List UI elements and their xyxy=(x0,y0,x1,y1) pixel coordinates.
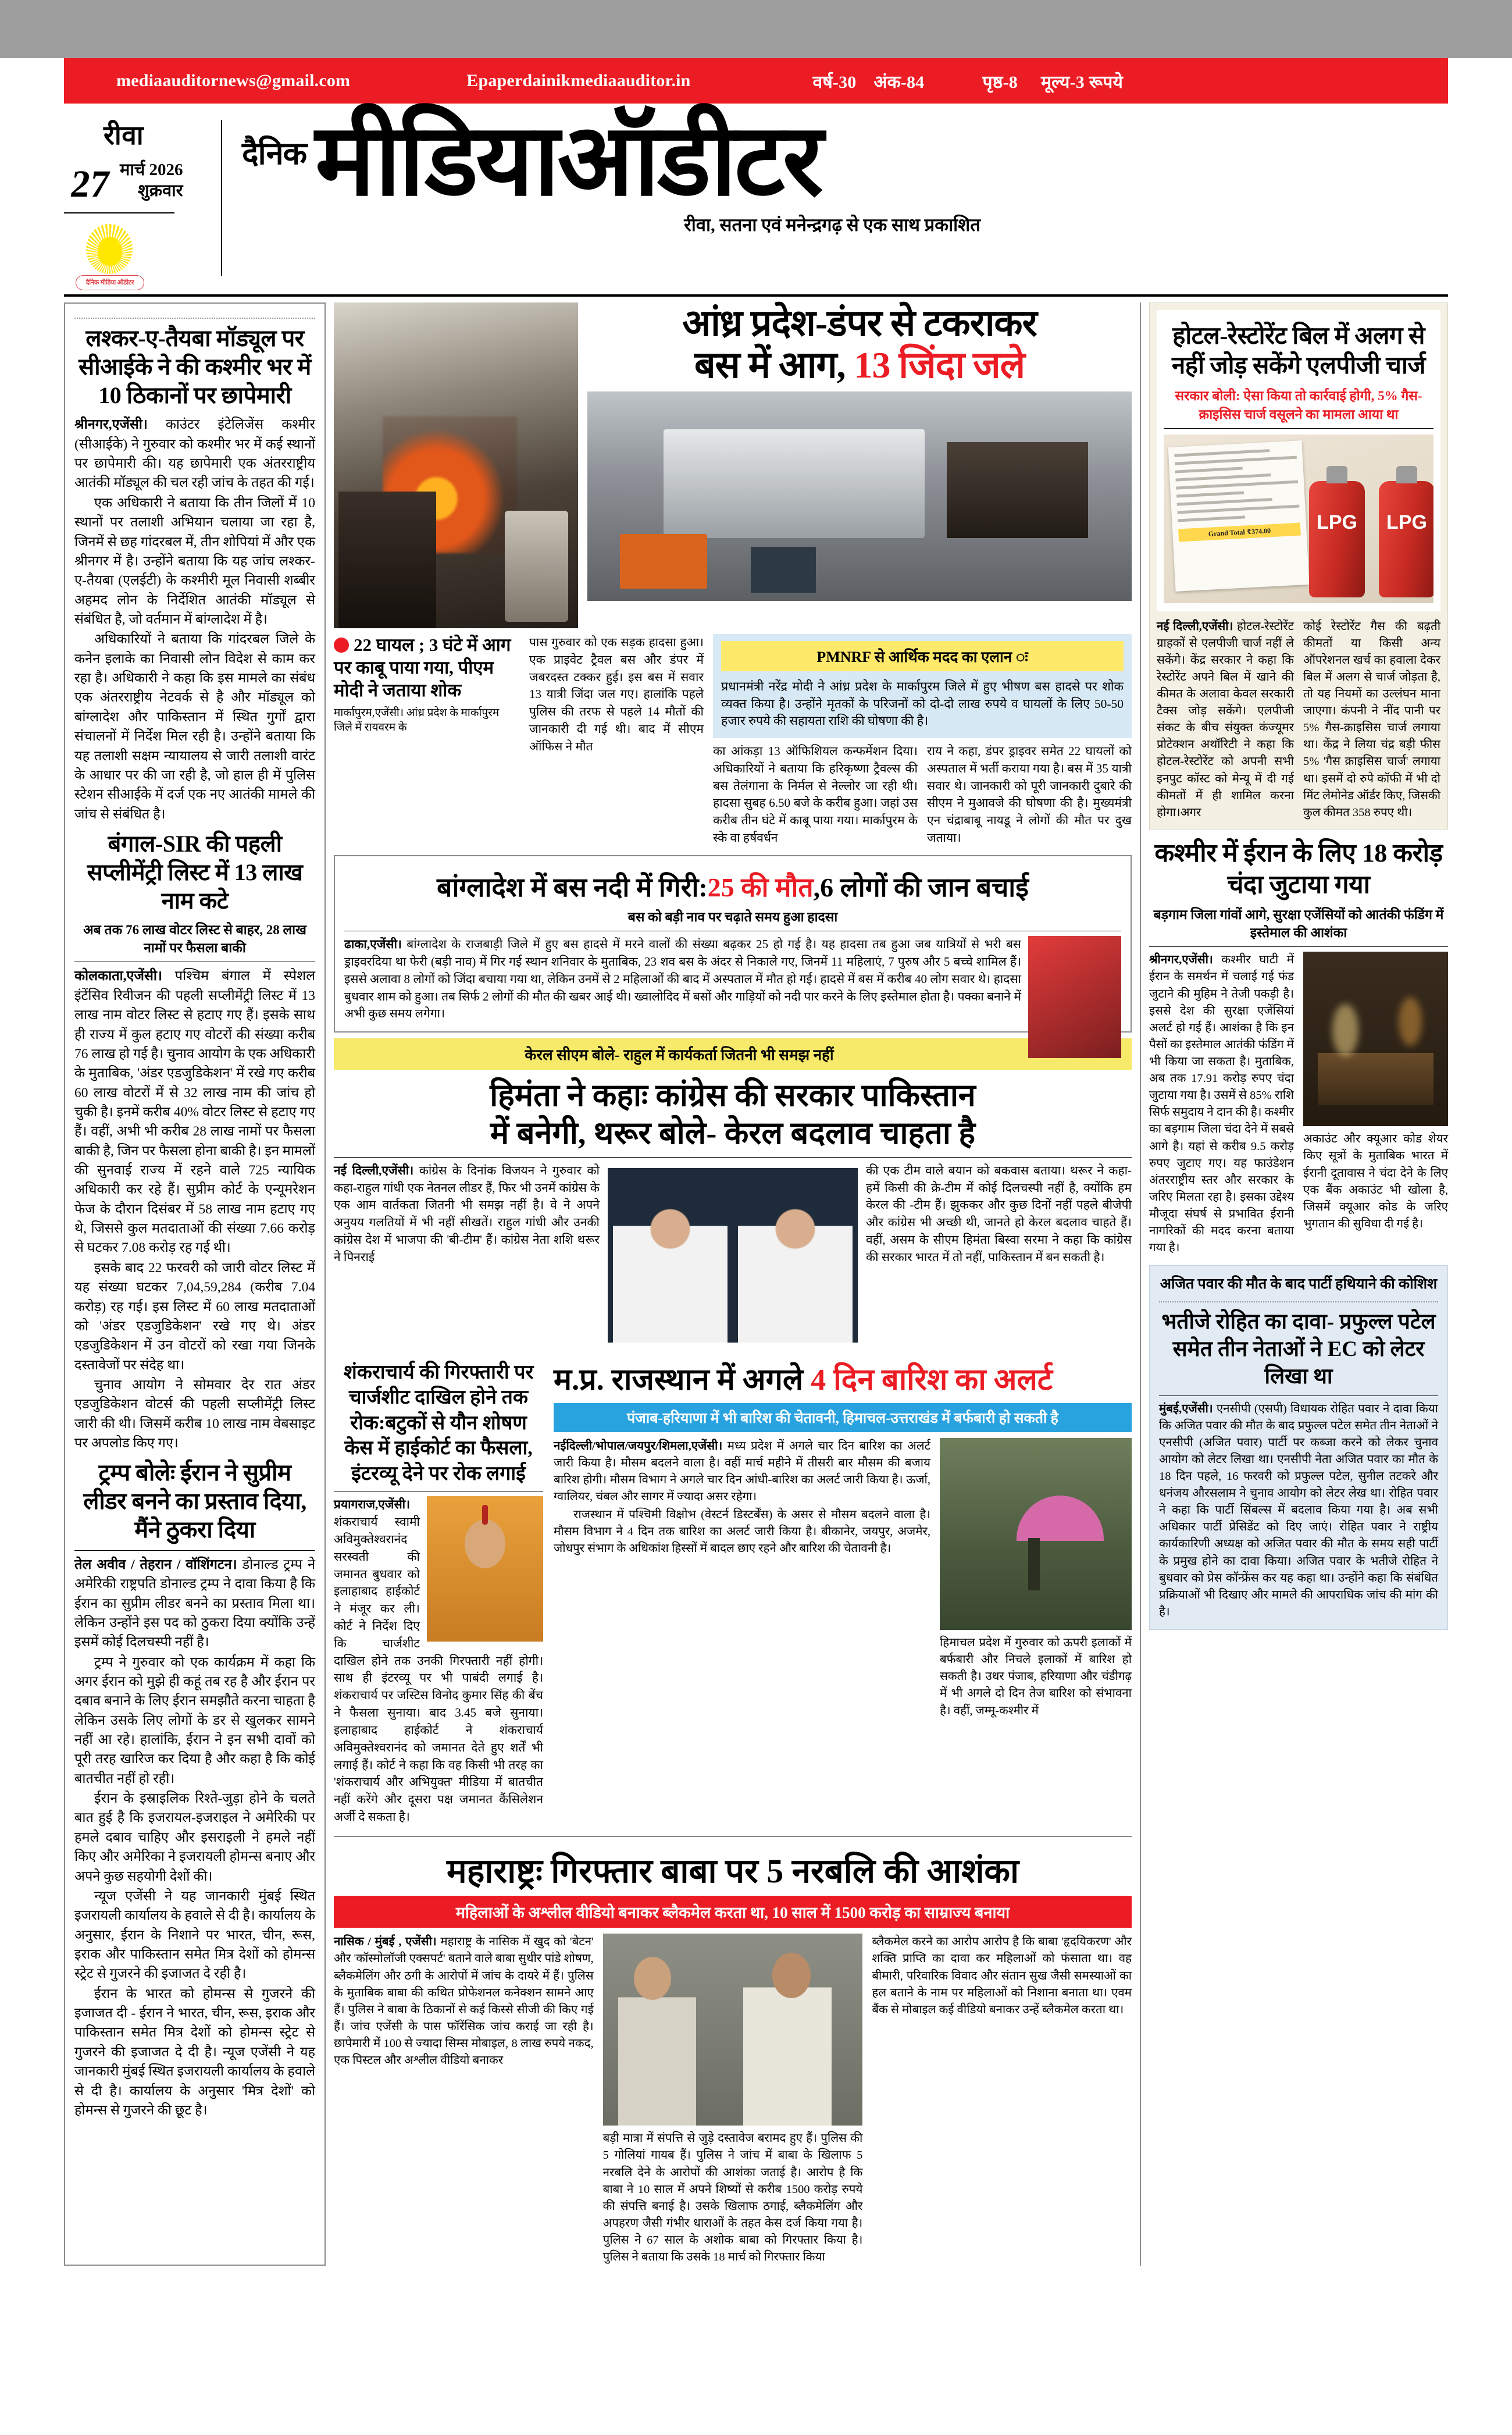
article-dateline: श्रीनगर,एजेंसी। xyxy=(1149,953,1213,967)
newspaper-title: मीडियाऑडीटर xyxy=(315,104,821,216)
article-subhead: अजित पवार की मौत के बाद पार्टी हथियाने की कोशिश xyxy=(1160,1276,1438,1293)
issue-label: अंक-84 xyxy=(873,72,925,92)
article-dateline: श्रीनगर,एजेंसी। xyxy=(74,417,148,433)
volume-label: वर्ष-30 xyxy=(812,72,857,92)
article-bengal-sir xyxy=(74,830,315,1453)
lead-photo-fire-scene xyxy=(334,302,578,628)
article-body xyxy=(74,415,315,824)
contact-email: mediaauditornews@gmail.com xyxy=(116,71,351,90)
article-lashkar-raid xyxy=(74,325,315,824)
article-subhead: अब तक 76 लाख वोटर लिस्ट से बाहर, 28 लाख नामों पर फैसला बाकी xyxy=(83,923,306,956)
story-banner: महिलाओं के अश्लील वीडियो बनाकर ब्लैकमेल करता था, 10 साल में 1500 करोड़ का साम्राज्य बनाया xyxy=(334,1896,1132,1928)
article-rule xyxy=(334,1157,1132,1158)
iran-gathering-photo xyxy=(1303,952,1448,1126)
article-headline: बंगाल-SIR की पहली सप्लीमेंट्री लिस्ट में 13 लाख नाम कटे xyxy=(87,830,303,914)
right-column xyxy=(1140,302,1448,2266)
lpg-cylinder-icon: LPG xyxy=(1379,481,1433,597)
lead-headline-line1: आंध्र प्रदेश-डंपर से टकराकर xyxy=(682,302,1037,344)
masthead-title-block xyxy=(222,104,1448,291)
newspaper-front-page xyxy=(0,58,1512,2435)
headline-part-black: बांग्लादेश में बस नदी में गिरी: xyxy=(437,872,708,902)
article-headline: शंकराचार्य की गिरफ्तारी पर चार्जशीट दाखिल होने तक रोक:बटुकों से यौन शोषण केस में हाईकोर्ट का फैसला, इंटरव्यू देने पर रोक लगाई xyxy=(343,1361,534,1485)
article-trump-iran xyxy=(74,1459,315,2120)
article-rule xyxy=(74,1550,315,1551)
lpg-cylinder-icon: LPG xyxy=(1309,481,1365,597)
bangladesh-bus-photo xyxy=(1028,936,1121,1058)
article-paragraph: काउंटर इंटेलिजेंस कश्मीर (सीआईके) ने गुरुवार को कश्मीर भर में कई स्थानों पर छापेमारी की। यह छापेमारी एक अंतरराष्ट्रीय आतंकी मॉड्यूल की चल रही जांच के तहत की गई। xyxy=(74,417,316,491)
article-dateline: नासिक / मुंबई , एजेंसी। xyxy=(334,1935,437,1949)
weather-alert-story xyxy=(554,1355,1132,1827)
article-headline: महाराष्ट्रः गिरफ्तार बाबा पर 5 नरबलि की आशंका xyxy=(447,1852,1019,1890)
date-day: 27 xyxy=(67,163,113,206)
article-paragraph: अकाउंट और क्यूआर कोड शेयर किए सूत्रों के मुताबिक भारत में ईरानी दूतावास ने चंदा देने के लिए एक बैंक अकाउंट भी खोला है, जिसमें क्यूआर कोड के जरिए भुगतान की सुविधा दी गई है। xyxy=(1303,1133,1448,1230)
article-paragraph: ईरान के भारत को होमन्स से गुजरने की इजाजत दी - ईरान ने भारत, चीन, रूस, इराक और पाकिस्तान समेत मित्र देशों को होमन्स स्ट्रेट से गुजरने की इजाजत दे दी है। न्यूज एजेंसी ने यह जानकारी मुंबई स्थित इजरायली कार्यालय के हवाले से दी है। कार्यालय के अनुसार 'मित्र देशों' को होमन्स से गुजरने की छूट है। xyxy=(74,1986,315,2118)
article-paragraph: महाराष्ट्र के नासिक में खुद को 'बेटन' और 'कॉस्मोलॉजी एक्सपर्ट' बताने वाले बाबा सुधीर पांडे शोषण, ब्लैकमेलिंग और ठगी के आरोपों में जांच के दायरे में हैं। पुलिस के मुताबिक बाबा की कथित प्रोफेशनल कनेक्शन सामने आए हैं। पुलिस ने बाबा के ठिकानों से कई किस्से सीजी की किए गई हैं। जांच एजेंसी के पास फॉरेंसिक जांच कराई जा रही है। छापेमारी में 100 से ज्यादा सिम्स मोबाइल, 8 लाख रुपये नकद, एक पिस्टल और अश्लील वीडियो बनाकर xyxy=(334,1935,594,2067)
article-subhead: बड़गाम जिला गांवों आगे, सुरक्षा एजेंसियों को आतंकी फंडिंग में इस्तेमाल की आशंका xyxy=(1153,907,1444,941)
article-subhead: बस को बड़ी नाव पर चढ़ाते समय हुआ हादसा xyxy=(627,910,838,925)
sun-icon xyxy=(86,224,133,274)
article-headline: लश्कर-ए-तैयबा मॉड्यूल पर सीआईके ने की कश्मीर भर में 10 ठिकानों पर छापेमारी xyxy=(79,325,311,408)
article-paragraph: एक अधिकारी ने बताया कि तीन जिलों में 10 स्थानों पर तलाशी अभियान चलाया जा रहा है, जिनमें से छह गांदरबल में, तीन शोपियां में और एक श्रीनगर में है। उन्होंने बताया कि यह जांच लश्कर-ए-तैयबा (एलईटी) के कश्मीरी मूल निवासी शब्बीर अहमद लोन के निर्देशित आतंकी मॉड्यूल से संबंधित है, जो वर्तमान में बांग्लादेश में है। xyxy=(74,495,315,627)
article-paragraph: ब्लैकमेल करने का आरोप आरोप है कि बाबा 'हृदयिकरण' और शक्ति प्राप्ति का दावा कर महिलाओं को फंसाता था। वह बीमारी, परिवारिक विवाद और संतान सुख जैसी समस्याओं का हल बताने के नाम पर महिलाओं को निशाना बनाता था। एवम बैंक से मोबाइल कई वीडियो बनाकर उन्हें ब्लैकमेल करता था। xyxy=(872,1935,1132,2016)
price-label: मूल्य-3 रूपये xyxy=(1040,72,1124,92)
article-paragraph: न्यूज एजेंसी ने यह जानकारी मुंबई स्थित इजरायली कार्यालय के हवाले से दी है। कार्यालय के अनुसार, ईरान के निशाने पर भारत, चीन, रूस, इराक और पाकिस्तान समेत मित्र देशों को होमन्स स्ट्रेट से गुजरने की इजाजत दे रही है। xyxy=(74,1888,315,1982)
epaper-website[interactable]: Epaperdainikmediaauditor.in xyxy=(466,71,691,90)
masthead-divider-rule xyxy=(64,212,174,213)
headline-part-red: 25 की मौत xyxy=(707,872,814,902)
shankaracharya-story xyxy=(334,1355,543,1827)
lead-story xyxy=(334,302,1132,847)
article-paragraph: ईरान के इस्राइलिक रिश्ते-जुड़ा होने के चलते बात हुई है कि इजरायल-इजराइल ने अमेरिकी पर हमले दबाव चाहिए और इसराइली ने हमले नहीं किए और अमेरिका ने इजरायली होमन्स बनाए और अपने कुछ सहयोगी देशों की। xyxy=(74,1791,315,1884)
lpg-charge-story xyxy=(1149,302,1448,830)
pmnrf-text: प्रधानमंत्री नरेंद्र मोदी ने आंध्र प्रदेश के मार्कापुरम जिले में हुए भीषण बस हादसे पर शोक व्यक्त किया है। उन्होंने मृतकों के परिजनों को दो-दो लाख रुपये व घायलों के लिए 50-50 हजार रुपये की सहायता राशि की घोषणा की है। xyxy=(721,679,1124,728)
article-paragraph: इसके बाद 22 फरवरी को जारी वोटर लिस्ट में यह संख्या घटकर 7,04,59,284 (करीब 7.04 करोड़) रह गई। इस लिस्ट में 60 लाख मतदाताओं को 'अंडर एडजुडिकेशन' रखे गए थे। अंडर एडजुडिकेशन में उन वोटरों को रखा गया जिनके दस्तावेजों पर संदेह था। xyxy=(74,1260,315,1373)
lead-col-text: का आंकड़ा 13 ऑफिशियल कन्फर्मेशन दिया। अधिकारियों ने बताया कि हरिकृष्णा ट्रैवल्स की बस तेलंगाना के निर्मल से नेल्लोर जा रही थी। हादसा सुबह 6.50 बजे के करीब हुआ। जहां उस करीब तीन घंटे में काबू पाया गया। मार्कापुरम के स्के वा हर्षवर्धन xyxy=(713,743,918,845)
headline-part-red: 4 दिन बारिश का अलर्ट xyxy=(811,1363,1053,1397)
shankaracharya-portrait xyxy=(427,1496,543,1642)
article-paragraph: शंकराचार्य स्वामी अविमुक्तेश्वरानंद सरस्वती की जमानत बुधवार को इलाहाबाद हाईकोर्ट ने मंजूर कर ली। कोर्ट ने निर्देश दिए कि चार्जशीट दाखिल होने तक उनकी गिरफ्तारी नहीं होगी। साथ ही इंटरव्यू पर भी पाबंदी लगाई है। शंकराचार्य पर जस्टिस विनोद कुमार सिंह की बेंच ने फैसला सुनाया। बाद 3.45 बजे सुनाया। इलाहाबाद हाईकोर्ट ने शंकराचार्य अविमुक्तेश्वरानंद को जमानत देते हुए शर्तें भी लगाई हैं। कोर्ट ने कहा कि वह किसी भी तरह का 'शंकराचार्य और अभियुक्त' मीडिया में बातचीत नहीं करेंगे और दूसरा पक्ष जमानत कैंसिलेशन अर्जी दे सकता है। xyxy=(334,1515,543,1824)
article-headline xyxy=(334,1077,1132,1152)
bangladesh-bus-story xyxy=(334,855,1132,1033)
masthead-prefix: दैनिक xyxy=(242,136,307,171)
story-kicker-banner: केरल सीएम बोले- राहुल में कार्यकर्ता जितनी भी समझ नहीं xyxy=(334,1038,1132,1070)
article-rule xyxy=(1149,946,1448,947)
article-body xyxy=(554,1438,930,1557)
article-paragraph: एनसीपी (एसपी) विधायक रोहित पवार ने दावा किया कि अजित पवार की मौत के बाद प्रफुल्ल पटेल समेत तीन नेताओं ने एनसीपी (अजित पवार) पार्टी पर कब्जा करने को लेकर चुनाव आयोग को लेटर लिखा था। एनसीपी नेता अजित पवार का मौत के 18 दिन पहले, 16 फरवरी को प्रफुल्ल पटेल, सुनील तटकरे और धनंजय औरसलाम ने चुनाव आयोग को लेटर लेख था। रोहित पवार ने कहा कि पार्टी सिंबल्स में बदलाव किया गया है। अब सभी अधिकार पार्टी प्रेसिडेंट को दिए जाएं। रोहित पवार ने राष्ट्रीय कार्यकारिणी अध्यक्ष को अजित पवार की मौत के समय सही पार्टी के प्रमुख होने का दावा किया। अजित पवार के भतीजे रोहित ने बुधवार को प्रेस कॉन्फ्रेंस कर यह कहा था। उन्होंने कहा कि संबंधित प्रक्रियाओं भी दिखाए और मामले की आपराधिक जांच की मांग की है। xyxy=(1159,1402,1438,1618)
article-headline xyxy=(344,871,1121,903)
himanta-kerala-story xyxy=(334,1038,1132,1348)
headline-line2: में बनेगी, थरूर बोले- केरल बदलाव चाहता है xyxy=(490,1115,976,1151)
article-dateline: नई दिल्ली,एजेंसी। xyxy=(334,1163,414,1177)
headline-part-black: म.प्र. राजस्थान में अगले xyxy=(554,1363,804,1397)
police-arrest-photo xyxy=(603,1934,863,2126)
article-body xyxy=(334,1934,594,2069)
bill-grand-total: Grand Total ₹374.00 xyxy=(1178,522,1301,542)
masthead-bottom-rule xyxy=(64,294,1448,297)
article-rule xyxy=(1164,428,1433,429)
lead-photo-burnt-bus xyxy=(587,391,1132,601)
article-dateline: तेल अवीव / तेहरान / वॉशिंगटन। xyxy=(74,1557,237,1572)
headline-line1: हिमंता ने कहाः कांग्रेस की सरकार पाकिस्तान xyxy=(490,1078,976,1113)
article-paragraph: डोनाल्ड ट्रम्प ने अमेरिकी राष्ट्रपति डोनाल्ड ट्रम्प ने दावा किया है कि ईरान का सुप्रीम लीडर बनने का प्रस्ताव मिला था। लेकिन उन्होंने इस पद को ठुकरा दिया क्योंकि उन्हें इसमें कोई दिलचस्पी नहीं है। xyxy=(74,1557,315,1650)
lead-col-text: पास गुरुवार को एक सड़क हादसा हुआ। एक प्राइवेट ट्रैवल बस और डंपर में जबरदस्त टक्कर हुई। इस बस में सवार 13 यात्री जिंदा जल गए। हालांकि पहले पुलिस की तरफ से पहले 14 मौतों की जानकारी दी गई थी। बाद में सीएम ऑफिस ने मौत xyxy=(529,635,704,753)
rain-umbrella-photo xyxy=(940,1438,1132,1630)
weather-banner: पंजाब-हरियाणा में भी बारिश की चेतावनी, हिमाचल-उत्तराखंड में बर्फबारी हो सकती है xyxy=(554,1403,1132,1432)
lead-headline xyxy=(587,302,1132,386)
left-top-rule xyxy=(74,318,315,319)
article-dateline: ढाका,एजेंसी। xyxy=(344,937,402,952)
lead-headline-line2-red: 13 जिंदा जले xyxy=(854,344,1025,386)
article-paragraph: अधिकारियों ने बताया कि गांदरबल जिले के कनेन इलाके का निवासी लोन विदेश से काम कर रहा है। अधिकारी ने कहा कि इस मामले का संबंध एक अंतरराष्ट्रीय नेटवर्क से है और मॉड्यूल को बांग्लादेश और पाकिस्तान में स्थित गुर्गों द्वारा संचालनों में निर्देश मिल रही है। उन्होंने बताया कि यह तलाशी सक्षम न्यायालय से जारी तलाशी वारंट के आधार पर की जा रही है, जो हाल ही में पुलिस स्टेशन सीआईके में दर्ज एक नए आतंकी मामले की जांच से संबंधित है। xyxy=(74,632,315,822)
article-paragraph: चुनाव आयोग ने सोमवार देर रात अंडर एडजुडिकेशन वोटर्स की पहली सप्लीमेंट्री लिस्ट जारी की थी। जिसमें करीब 10 लाख नाम वेबसाइट पर अपलोड किए गए। xyxy=(74,1377,315,1451)
lead-caption: 22 घायल ; 3 घंटे में आग पर काबू पाया गया, पीएम मोदी ने जताया शोक xyxy=(334,635,511,700)
article-headline: कश्मीर में ईरान के लिए 18 करोड़ चंदा जुटाया गया xyxy=(1154,838,1443,899)
article-rule xyxy=(1159,1301,1438,1302)
maharashtra-baba-story xyxy=(334,1836,1132,2266)
article-paragraph: कांग्रेस के दिनांक विजयन ने गुरुवार को कहा-राहुल गांधी एक नेतनल लीडर हैं, फिर भी उनमें कांग्रेस के एक आम वार्तकता जितनी भी समझ नहीं है। वे ने अपने अनुयय गलतियों में भी नहीं सीखतें। राहुल गांधी और उनकी कांग्रेस देश में भाजपा की 'बी-टीम' हैं। कांग्रेस नेता शशि थरूर ने पिनराई xyxy=(334,1163,600,1264)
article-dateline: मुंबई,एजेंसी। xyxy=(1159,1402,1213,1415)
article-body xyxy=(1157,618,1294,821)
article-body xyxy=(334,1162,600,1266)
publication-date xyxy=(67,159,183,206)
umbrella-icon xyxy=(1017,1496,1104,1541)
article-paragraph: कश्मीर घाटी में ईरान के समर्थन में चलाई गई फंड जुटाने की मुहिम ने तेजी पकड़ी है। इससे देश की सुरक्षा एजेंसियां अलर्ट हो गई हैं। आशंका है कि इन पैसों का इस्तेमाल आतंकी फंडिंग में भी किया जा सकता है। मुताबिक, अब तक 17.91 करोड़ रुपए चंदा जुटाया गया है। उसमें से 85% राशि सिर्फ समुदाय ने दान की है। कश्मीर का बड़गाम जिला चंदा देने में सबसे आगे है। यहां से करीब 9.5 करोड़ रुपए जुटाए गए। यह फाउंडेशन अंतरराष्ट्रीय स्तर और सरकार के जरिए मिलता रहा है। इसका उद्देश्य मौजूदा संघर्ष से प्रभावित ईरानी नागरिकों की मदद करना बताया गया है। xyxy=(1149,953,1294,1255)
lead-headline-line2-black: बस में आग, xyxy=(694,344,846,386)
article-headline xyxy=(554,1362,1132,1398)
date-month-year: मार्च 2026 xyxy=(120,161,183,179)
article-paragraph: कोई रेस्टोरेंट गैस की बढ़ती कीमतों या किसी अन्य ऑपरेशनल खर्च का हवाला देकर बिल में अलग से चार्ज जोड़ता है, तो यह नियमों का उल्लंघन माना जाएगा। कंपनी ने नींद पानी पर 5% गैस-क्राइसिस चार्ज लगाया था। केंद्र ने लिया चंद्र बड़ी फीस 5% 'गैस क्राइसिस चार्ज' लगाया था। इसमें दो रुपे कॉफी में भी दो मिंट लेमोनेड ऑर्डर किए, जिसकी कुल कीमत 358 रुपए थी। xyxy=(1303,620,1440,819)
article-dateline: नईदिल्ली/भोपाल/जयपुर/शिमला,एजेंसी। xyxy=(554,1440,723,1453)
article-dateline: प्रयागराज,एजेंसी। xyxy=(334,1497,411,1512)
article-subhead: सरकार बोली: ऐसा किया तो कार्रवाई होगी, 5% गैस-क्राइसिस चार्ज वसूलने का मामला आया था xyxy=(1175,389,1422,422)
ncp-rohit-pawar-story xyxy=(1149,1265,1448,1630)
article-body xyxy=(1149,952,1294,1256)
sun-logo-icon xyxy=(76,222,145,291)
pmnrf-box xyxy=(713,634,1132,738)
masthead-tagline: रीवा, सतना एवं मनेन्द्रगढ़ से एक साथ प्रकाशित xyxy=(684,215,980,236)
masthead xyxy=(64,104,1448,291)
article-paragraph: राजस्थान में पश्चिमी विक्षोभ (वेस्टर्न डिस्टर्बेंस) के असर से मौसम बदलने वाला है। मौसम विभाग ने 4 दिन तक बारिश का अलर्ट जारी किया है। बीकानेर, जयपुर, अजमेर, जोधपुर संभाग के अधिकांश हिस्सों में बादल छाए रहने और बारिश की चेतावनी है। xyxy=(554,1508,930,1555)
headline-part-black2: ,6 लोगों की जान बचाई xyxy=(813,872,1029,902)
pmnrf-title: PMNRF से आर्थिक मदद का एलान ः xyxy=(721,641,1124,671)
article-body xyxy=(74,967,315,1453)
article-headline: ट्रम्प बोलेः ईरान ने सुप्रीम लीडर बनने का प्रस्ताव दिया, मैंने ठुकरा दिया xyxy=(83,1459,306,1543)
article-dateline: नई दिल्ली,एजेंसी। xyxy=(1157,620,1233,633)
article-paragraph: बड़ी मात्रा में संपत्ति से जुड़े दस्तावेज बरामद हुए हैं। पुलिस की 5 गोलियां गायब हैं। पुलिस ने जांच में बाबा के खिलाफ 5 नरबलि देने के आरोपों की आशंका जताई है। आरोप है कि बाबा ने 10 साल में अपने शिष्यों से करीब 1500 करोड़ रुपये की संपत्ति बनाई है। उसके खिलाफ ठगाई, ब्लैकमेलिंग और अपहरण जैसी गंभीर धाराओं के तहत केस दर्ज किया गया है। पुलिस ने 67 साल के अशोक बाबा को गिरफ्तार किया है। पुलिस ने बताया कि उसके 18 मार्च को गिरफ्तार किया xyxy=(602,2132,863,2264)
center-column xyxy=(326,302,1140,2266)
article-paragraph: बांग्लादेश के राजबाड़ी जिले में हुए बस हादसे में मरने वालों की संख्या बढ़कर 25 हो गई है। यह हादसा तब हुआ जब यात्रियों से भरी बस ड्राइवरदिया था फेरी (बड़ी नाव) में गिर गई स्थान शनिवार के मुताबिक, 23 शव बस के अंदर से निकाले गए, जिनमें 11 महिलाएं, 7 पुरुष और 5 बच्चे शामिल हैं। इससे अलावा 8 लोगों को जिंदा बचाया गया था, लेकिन उनमें से 2 महिलाओं की बाद में अस्पताल में मौत हो गई। हादसे में बस में करीब 40 लोग सवार थे। हादसा बुधवार शाम को हुआ। तब सिर्फ 2 लोगों की मौत की खबर आई थी। ख्वालोदिद में बसों और गाड़ियों को नदी पार करने के लिए इस्तेमाल होता है। पक्का बनाने में अभी कुछ समय लगेगा। xyxy=(344,937,1022,1021)
article-dateline: कोलकाता,एजेंसी। xyxy=(74,969,162,984)
page-grid xyxy=(64,302,1448,2266)
date-weekday: शुक्रवार xyxy=(138,181,183,201)
kashmir-iran-funding-story xyxy=(1149,838,1448,1257)
bullet-dot-icon xyxy=(334,638,349,653)
article-body xyxy=(1159,1401,1438,1621)
article-paragraph: हिमाचल प्रदेश में गुरुवार को ऊपरी इलाकों में बर्फबारी और निचले इलाकों में बारिश हो सकती है। उधर पंजाब, हरियाणा और चंडीगढ़ में भी अगले दो दिन तेज बारिश को संभावना है। वहीं, जम्मू-कश्मीर में xyxy=(940,1636,1132,1717)
article-body xyxy=(866,1162,1132,1266)
lead-photo-credit: मार्कापुरम,एजेंसी। आंध्र प्रदेश के मार्कापुरम जिले में रायवरम के xyxy=(334,707,500,734)
article-paragraph: ट्रम्प ने गुरुवार को एक कार्यक्रम में कहा कि अगर ईरान को मुझे ही कहूं तब रह है और ईरान पर दबाव बनाने के लिए ईरान समझौते करना चाहता है लेकिन उसके लिए लोगों के डर से खुलकर सामने नहीं आ रहे। हालांकि, ईरान ने इन सभी दावों को पूरी तरह खारिज कर दिया है और कहा है कि कोई बातचीत नहीं हो रही। xyxy=(74,1654,315,1786)
restaurant-bill-mock xyxy=(1168,440,1310,592)
masthead-date-block xyxy=(64,116,221,291)
article-paragraph: होटल-रेस्टोरेंट ग्राहकों से एलपीजी चार्ज नहीं ले सकेंगे। केंद्र सरकार ने कहा कि रेस्टोरेंट अपने बिल में खाने की कीमत के अलावा केवल सरकारी टैक्स जोड़ सकेंगे। एलपीजी संकट के बीच संयुक्त कंज्यूमर प्रोटेक्शन अथॉरिटी ने कहा कि होटल-रेस्टोरेंट को अपनी सभी इनपुट कॉस्ट को मेन्यू में दी गई कीमतों में ही शामिल करना होगा।अगर xyxy=(1157,620,1294,819)
rahul-pinarayi-photo xyxy=(608,1168,858,1343)
article-headline: भतीजे रोहित का दावा- प्रफुल्ल पटेल समेत तीन नेताओं ने EC को लेटर लिखा था xyxy=(1161,1309,1436,1389)
masthead-topbar xyxy=(64,58,1448,104)
article-paragraph: की एक टीम वाले बयान को बकवास बताया। थरूर ने कहा- हमें किसी की क्रे-टीम में कोई दिलचस्पी नहीं है, क्योंकि हम केरल की -टीम हैं। झुककर और कुछ दिनों नहीं पहले बीजेपी और कांग्रेस भी अच्छी थी, जानते हो केरल बदलाव चाहते हैं। वहीं, असम के सीएम हिमंता बिस्वा सरमा ने कहा कि कांग्रेस की सरकार भारत में तो नहीं, पाकिस्तान में बन सकती है। xyxy=(866,1163,1132,1264)
page-count-label: पृष्ठ-8 xyxy=(982,72,1018,92)
logo-pill-label: दैनिक मीडिया ऑडीटर xyxy=(76,275,144,290)
lead-col-text: राय ने कहा, डंपर ड्राइवर समेत 22 घायलों को अस्पताल में भर्ती कराया गया है। बस में 35 यात्री सवार थे। जानकारी को पूरी जानकारी दुबारे की सीएम ने मुआवजे की घोषणा की है। मुख्यमंत्री एन चंद्राबाबू नायडू ने लोगों की मौत पर दुख जताया। xyxy=(927,743,1132,845)
article-body xyxy=(74,1555,315,2120)
article-headline: होटल-रेस्टोरेंट बिल में अलग से नहीं जोड़ सकेंगे एलपीजी चार्ज xyxy=(1172,323,1425,380)
article-body xyxy=(344,936,1121,1023)
article-paragraph: मध्य प्रदेश में अगले चार दिन बारिश का अलर्ट जारी किया है। मौसम बदलने वाला है। वहीं मार्च महीने में तीसरी बार मौसम की बजाय बारिश होगी। मौसम विभाग ने अगले चार दिन आंधी-बारिश का अलर्ट जारी किया है। ऊर्जा, ग्वालियर, चंबल और सागर में ज्यादा असर रहेगा। xyxy=(554,1440,930,1504)
left-column xyxy=(64,302,326,2266)
edition-city: रीवा xyxy=(104,120,144,150)
article-paragraph: पश्चिम बंगाल में स्पेशल इंटेंसिव रिवीजन की पहली सप्लीमेंट्री लिस्ट में 13 लाख नाम वोटर लिस्ट से हटाए गए हैं। इसके साथ ही राज्य में कुल हटाए गए वोटरों की संख्या करीब 76 लाख हो गई है। चुनाव आयोग के एक अधिकारी के मुताबिक, 'अंडर एडजुडिकेशन' में रखे गए करीब 60 लाख वोटरों में से 32 लाख नाम की जांच हो चुकी है। इनमें करीब 40% वोटर लिस्ट से हटाए गए हैं। वहीं, अभी भी करीब 28 लाख नामों पर फैसला बाकी है, जिन पर फैसला होना बाकी है। इन मामलों की सुनवाई राज्य में रहने वाले 725 न्यायिक अधिकारी कर रहे हैं। सुप्रीम कोर्ट के एन्यूमरेशन फेज के दौरान दिसंबर में 58 लाख नाम हटाए गए थे, जिससे कुल मतदाताओं की संख्या 7.66 करोड़ से घटकर 7.08 करोड़ रह गई थी। xyxy=(74,969,315,1256)
lpg-cylinders-photo xyxy=(1164,435,1433,603)
